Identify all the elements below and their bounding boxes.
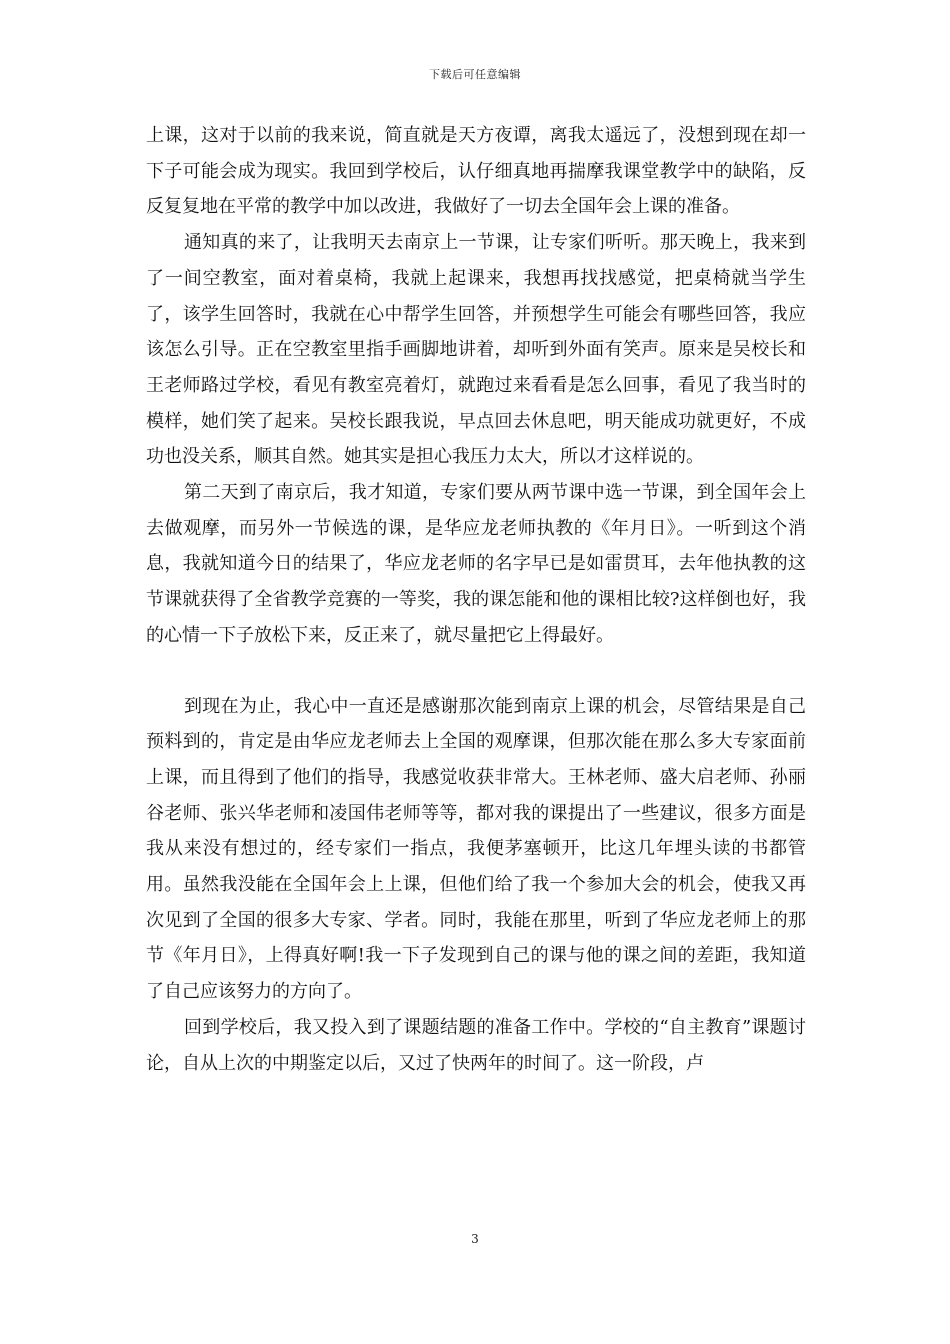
page-header: 下载后可任意编辑 [429,68,521,81]
paragraph-gap [146,654,806,689]
document-body [146,118,806,1081]
page-number: 3 [471,1232,479,1246]
paragraph-3: 第二天到了南京后，我才知道，专家们要从两节课中选一节课，到全国年会上去做观摩，而另外一节候选的课，是华应龙老师执教的《年月日》。一听到这个消息，我就知道今日的结果了，华应龙老师的名字早已是如雷贯耳，去年他执教的这节课就获得了全省教学竞赛的一等奖，我的课怎能和他的课相比较?这样倒也好，我的心情一下子放松下来，反正来了，就尽量把它上得最好。 [146,482,806,646]
paragraph-1: 上课，这对于以前的我来说，简直就是天方夜谭，离我太遥远了，没想到现在却一下子可能会成为现实。我回到学校后，认仔细真地再揣摩我课堂教学中的缺陷，反反复复地在平常的教学中加以改进，我做好了一切去全国年会上课的准备。 [146,125,806,218]
paragraph-5: 回到学校后，我又投入到了课题结题的准备工作中。学校的“自主教育”课题讨论，自从上次的中期鉴定以后，又过了快两年的时间了。这一阶段，卢 [146,1016,806,1074]
paragraph-2: 通知真的来了，让我明天去南京上一节课，让专家们听听。那天晚上，我来到了一间空教室，面对着桌椅，我就上起课来，我想再找找感觉，把桌椅就当学生了，该学生回答时，我就在心中帮学生回答，并预想学生可能会有哪些回答，我应该怎么引导。正在空教室里指手画脚地讲着，却听到外面有笑声。原来是吴校长和王老师路过学校，看见有教室亮着灯，就跑过来看看是怎么回事，看见了我当时的模样，她们笑了起来。吴校长跟我说，早点回去休息吧，明天能成功就更好，不成功也没关系，顺其自然。她其实是担心我压力太大，所以才这样说的。 [146,232,806,468]
paragraph-4: 到现在为止，我心中一直还是感谢那次能到南京上课的机会，尽管结果是自己预料到的，肯定是由华应龙老师去上全国的观摩课，但那次能在那么多大专家面前上课，而且得到了他们的指导，我感觉收获非常大。王林老师、盛大启老师、孙丽谷老师、张兴华老师和凌国伟老师等等，都对我的课提出了一些建议，很多方面是我从来没有想过的，经专家们一指点，我便茅塞顿开，比这几年埋头读的书都管用。虽然我没能在全国年会上上课，但他们给了我一个参加大会的机会，使我又再次见到了全国的很多大专家、学者。同时，我能在那里，听到了华应龙老师上的那节《年月日》，上得真好啊!我一下子发现到自己的课与他的课之间的差距，我知道了自己应该努力的方向了。 [146,695,806,1003]
